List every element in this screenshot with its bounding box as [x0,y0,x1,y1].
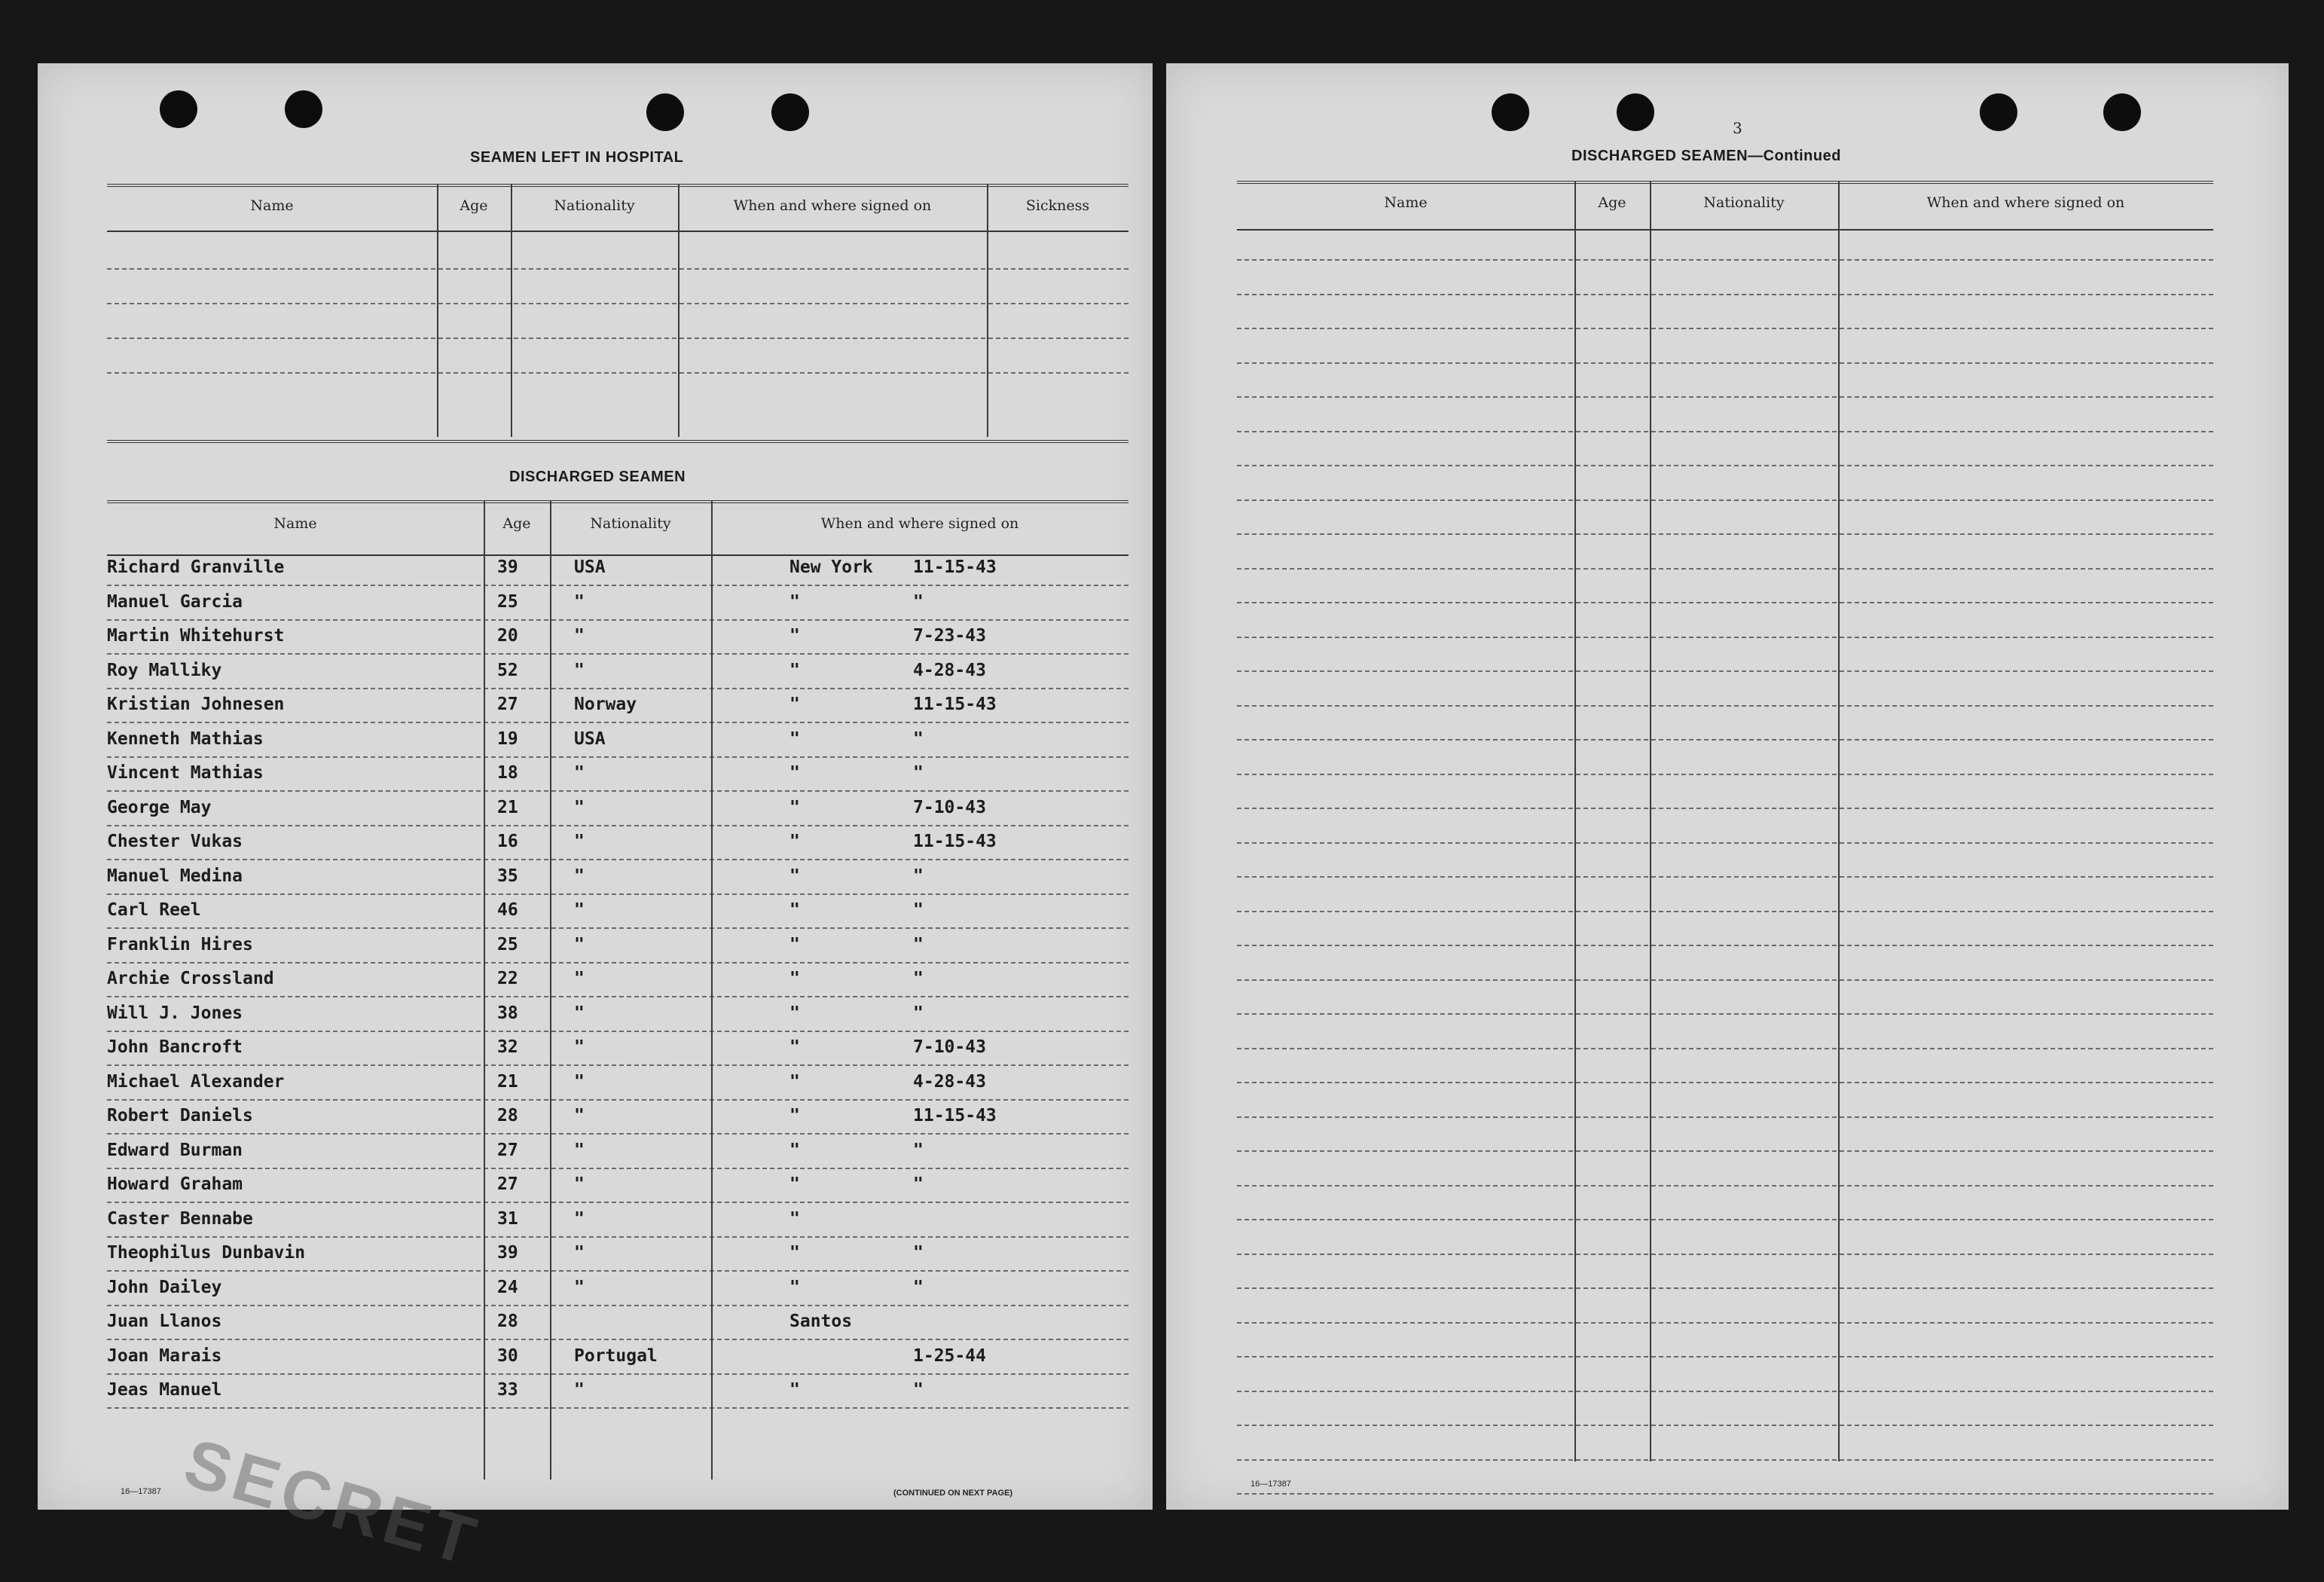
seaman-name: Michael Alexander [107,1071,285,1092]
right-page [1166,63,2289,1510]
row-rule [107,859,1128,860]
seaman-place: Santos [789,1312,853,1331]
seaman-date: 7-10-43 [913,797,986,817]
secret-stamp: SECRET [176,1425,488,1581]
seaman-name: George May [107,797,212,817]
row-rule [107,619,1128,621]
column-header-name: Name [273,515,317,532]
seaman-age: 21 [497,1071,518,1092]
seaman-place: " [789,763,800,783]
seaman-nationality: " [574,934,585,954]
punch-hole [1617,93,1654,131]
seaman-place: " [789,1174,800,1194]
seaman-age: 35 [497,866,518,886]
seaman-place: " [789,1071,800,1092]
seaman-name: Howard Graham [107,1174,243,1194]
seaman-place: " [789,969,800,988]
continued-table [1237,181,2213,1466]
punch-hole [1492,93,1529,131]
row-rule [1237,396,2213,398]
seaman-nationality: " [574,591,585,612]
column-header-nationality: Nationality [590,515,671,532]
row-rule [107,996,1128,997]
seaman-nationality: " [574,1037,585,1057]
seaman-name: Vincent Mathias [107,763,264,783]
page-number: 3 [1733,119,1742,137]
seaman-name: Carl Reel [107,900,201,920]
row-rule [107,927,1128,929]
row-rule [1237,739,2213,741]
seaman-place: New York [789,557,873,577]
seaman-name: Manuel Medina [107,866,243,886]
row-rule [1237,259,2213,261]
column-header-age: Age [502,515,531,532]
seaman-age: 28 [497,1106,518,1125]
seaman-date: " [913,591,924,612]
column-header-signed-on: When and where signed on [820,515,1019,532]
seaman-place: " [789,695,800,714]
seaman-name: Will J. Jones [107,1003,243,1023]
seaman-date: 1-25-44 [913,1345,986,1366]
column-header-signed-on: When and where signed on [1926,194,2125,211]
seaman-age: 52 [497,660,518,680]
column-header-name: Name [1384,194,1428,211]
seaman-age: 33 [497,1380,518,1400]
row-rule [1237,979,2213,981]
seaman-age: 46 [497,900,518,920]
row-rule [107,1305,1128,1306]
seaman-nationality: " [574,969,585,988]
seaman-name: Edward Burman [107,1140,243,1160]
row-rule [107,722,1128,723]
seaman-age: 38 [497,1003,518,1023]
row-rule [107,893,1128,895]
row-rule [1237,1425,2213,1426]
seaman-place: " [789,900,800,920]
seaman-date: " [913,934,924,954]
row-rule [107,1236,1128,1238]
seaman-name: Caster Bennabe [107,1208,253,1229]
row-rule [107,688,1128,689]
seaman-place: " [789,1037,800,1057]
column-header-age: Age [1598,194,1626,211]
seaman-nationality: " [574,1140,585,1160]
seaman-date: " [913,900,924,920]
column-header-nationality: Nationality [554,197,635,214]
seaman-date: 7-10-43 [913,1037,986,1057]
row-rule [1237,1322,2213,1324]
seaman-age: 21 [497,797,518,817]
seaman-place: " [789,728,800,749]
seaman-place: " [789,660,800,680]
seaman-nationality: " [574,1277,585,1297]
seaman-place: " [789,1380,800,1400]
seaman-nationality: " [574,900,585,920]
seaman-date: 4-28-43 [913,1071,986,1092]
seaman-age: 16 [497,832,518,851]
seaman-name: Chester Vukas [107,832,243,851]
hospital-table [107,184,1128,447]
seaman-name: Manuel Garcia [107,591,243,612]
seaman-nationality: " [574,1243,585,1263]
seaman-nationality: " [574,1208,585,1229]
row-rule [107,1133,1128,1135]
row-rule [1237,602,2213,603]
seaman-date: " [913,1243,924,1263]
seaman-date: " [913,1003,924,1023]
seaman-date: 7-23-43 [913,626,986,646]
seaman-date: " [913,763,924,783]
row-rule [1237,945,2213,946]
seaman-place: " [789,934,800,954]
punch-hole [160,90,197,128]
discharged-table [107,500,1128,1480]
punch-hole [285,90,322,128]
punch-hole [646,93,684,131]
row-rule [1237,1493,2213,1495]
row-rule [107,1064,1128,1066]
row-rule [1237,1219,2213,1220]
seaman-place: " [789,1140,800,1160]
seaman-nationality: " [574,1071,585,1092]
seaman-date: " [913,1277,924,1297]
seaman-place: " [789,1208,800,1229]
row-rule [1237,1048,2213,1049]
row-rule [1237,465,2213,466]
row-rule [107,962,1128,964]
row-rule [1237,362,2213,364]
row-rule [1237,842,2213,844]
punch-hole [771,93,809,131]
seaman-name: Jeas Manuel [107,1380,222,1400]
seaman-name: Theophilus Dunbavin [107,1243,306,1263]
seaman-name: Kristian Johnesen [107,695,285,714]
seaman-date: 4-28-43 [913,660,986,680]
seaman-date: " [913,866,924,886]
row-rule [1237,431,2213,432]
row-rule [1237,705,2213,707]
form-code: 16—17387 [1251,1480,1291,1489]
seaman-place: " [789,1106,800,1125]
row-rule [107,756,1128,758]
row-rule [1237,294,2213,295]
form-code: 16—17387 [121,1487,161,1496]
seaman-age: 39 [497,1243,518,1263]
seaman-age: 22 [497,969,518,988]
hospital-section-title: SEAMEN LEFT IN HOSPITAL [470,149,684,166]
row-rule [1237,1116,2213,1118]
seaman-age: 31 [497,1208,518,1229]
seaman-age: 27 [497,695,518,714]
seaman-nationality: USA [574,728,606,749]
seaman-place: " [789,866,800,886]
seaman-nationality: USA [574,557,606,577]
seaman-date: 11-15-43 [913,695,997,714]
seaman-nationality: " [574,660,585,680]
row-rule [1237,328,2213,329]
row-rule [107,653,1128,655]
seaman-place: " [789,1003,800,1023]
seaman-nationality: " [574,1380,585,1400]
row-rule [1237,670,2213,672]
row-rule [107,1031,1128,1032]
seaman-name: John Bancroft [107,1037,243,1057]
seaman-nationality: " [574,1174,585,1194]
seaman-date: " [913,1380,924,1400]
seaman-age: 18 [497,763,518,783]
row-rule [1237,637,2213,638]
seaman-age: 19 [497,728,518,749]
seaman-name: Kenneth Mathias [107,728,264,749]
seaman-name: Richard Granville [107,557,285,577]
seaman-age: 24 [497,1277,518,1297]
row-rule [1237,876,2213,878]
seaman-name: Franklin Hires [107,934,253,954]
seaman-nationality: " [574,763,585,783]
row-rule [1237,774,2213,775]
seaman-nationality: Portugal [574,1345,658,1366]
row-rule [107,1270,1128,1272]
row-rule [107,1202,1128,1203]
row-rule [107,790,1128,792]
seaman-name: Robert Daniels [107,1106,253,1125]
seaman-age: 32 [497,1037,518,1057]
seaman-age: 27 [497,1140,518,1160]
seaman-name: Archie Crossland [107,969,274,988]
seaman-nationality: " [574,1003,585,1023]
seaman-name: Roy Malliky [107,660,222,680]
row-rule [1237,808,2213,809]
row-rule [1237,1185,2213,1186]
seaman-date: " [913,969,924,988]
seaman-age: 30 [497,1345,518,1366]
punch-hole [1980,93,2017,131]
column-header-signed-on: When and where signed on [733,197,932,214]
row-rule [1237,911,2213,912]
seaman-place: " [789,1277,800,1297]
row-rule [1237,1082,2213,1083]
seaman-age: 25 [497,591,518,612]
seaman-date: " [913,1174,924,1194]
seaman-nationality: " [574,1106,585,1125]
seaman-date: 11-15-43 [913,832,997,851]
row-rule [107,1339,1128,1340]
seaman-name: Joan Marais [107,1345,222,1366]
row-rule [107,1407,1128,1409]
seaman-place: " [789,1243,800,1263]
column-header-nationality: Nationality [1703,194,1785,211]
column-header-name: Name [250,197,294,214]
row-rule [107,1373,1128,1375]
continued-note: (CONTINUED ON NEXT PAGE) [893,1489,1013,1498]
row-rule [1237,1287,2213,1289]
seaman-name: John Dailey [107,1277,222,1297]
seaman-name: Martin Whitehurst [107,626,285,646]
column-header-age: Age [460,197,488,214]
row-rule [1237,533,2213,535]
seaman-place: " [789,797,800,817]
seaman-date: " [913,728,924,749]
row-rule [1237,1150,2213,1152]
seaman-age: 39 [497,557,518,577]
continued-section-title: DISCHARGED SEAMEN—Continued [1571,148,1841,164]
seaman-nationality: " [574,832,585,851]
row-rule [107,1099,1128,1101]
seaman-date: 11-15-43 [913,1106,997,1125]
row-rule [1237,1356,2213,1358]
row-rule [1237,568,2213,570]
seaman-age: 20 [497,626,518,646]
row-rule [1237,1013,2213,1015]
discharged-section-title: DISCHARGED SEAMEN [509,469,686,485]
row-rule [1237,1254,2213,1255]
row-rule [107,825,1128,826]
row-rule [107,1168,1128,1169]
seaman-nationality: " [574,797,585,817]
seaman-place: " [789,591,800,612]
seaman-nationality: Norway [574,695,637,714]
seaman-name: Juan Llanos [107,1312,222,1331]
seaman-nationality: " [574,626,585,646]
row-rule [1237,499,2213,501]
seaman-age: 28 [497,1312,518,1331]
seaman-place: " [789,832,800,851]
seaman-place: " [789,626,800,646]
punch-hole [2103,93,2141,131]
seaman-date: " [913,1140,924,1160]
seaman-nationality: " [574,866,585,886]
seaman-date: 11-15-43 [913,557,997,577]
left-page [38,63,1153,1581]
row-rule [107,585,1128,586]
seaman-age: 25 [497,934,518,954]
row-rule [1237,1391,2213,1392]
seaman-age: 27 [497,1174,518,1194]
row-rule [1237,1459,2213,1461]
column-header-sickness: Sickness [1025,197,1090,214]
